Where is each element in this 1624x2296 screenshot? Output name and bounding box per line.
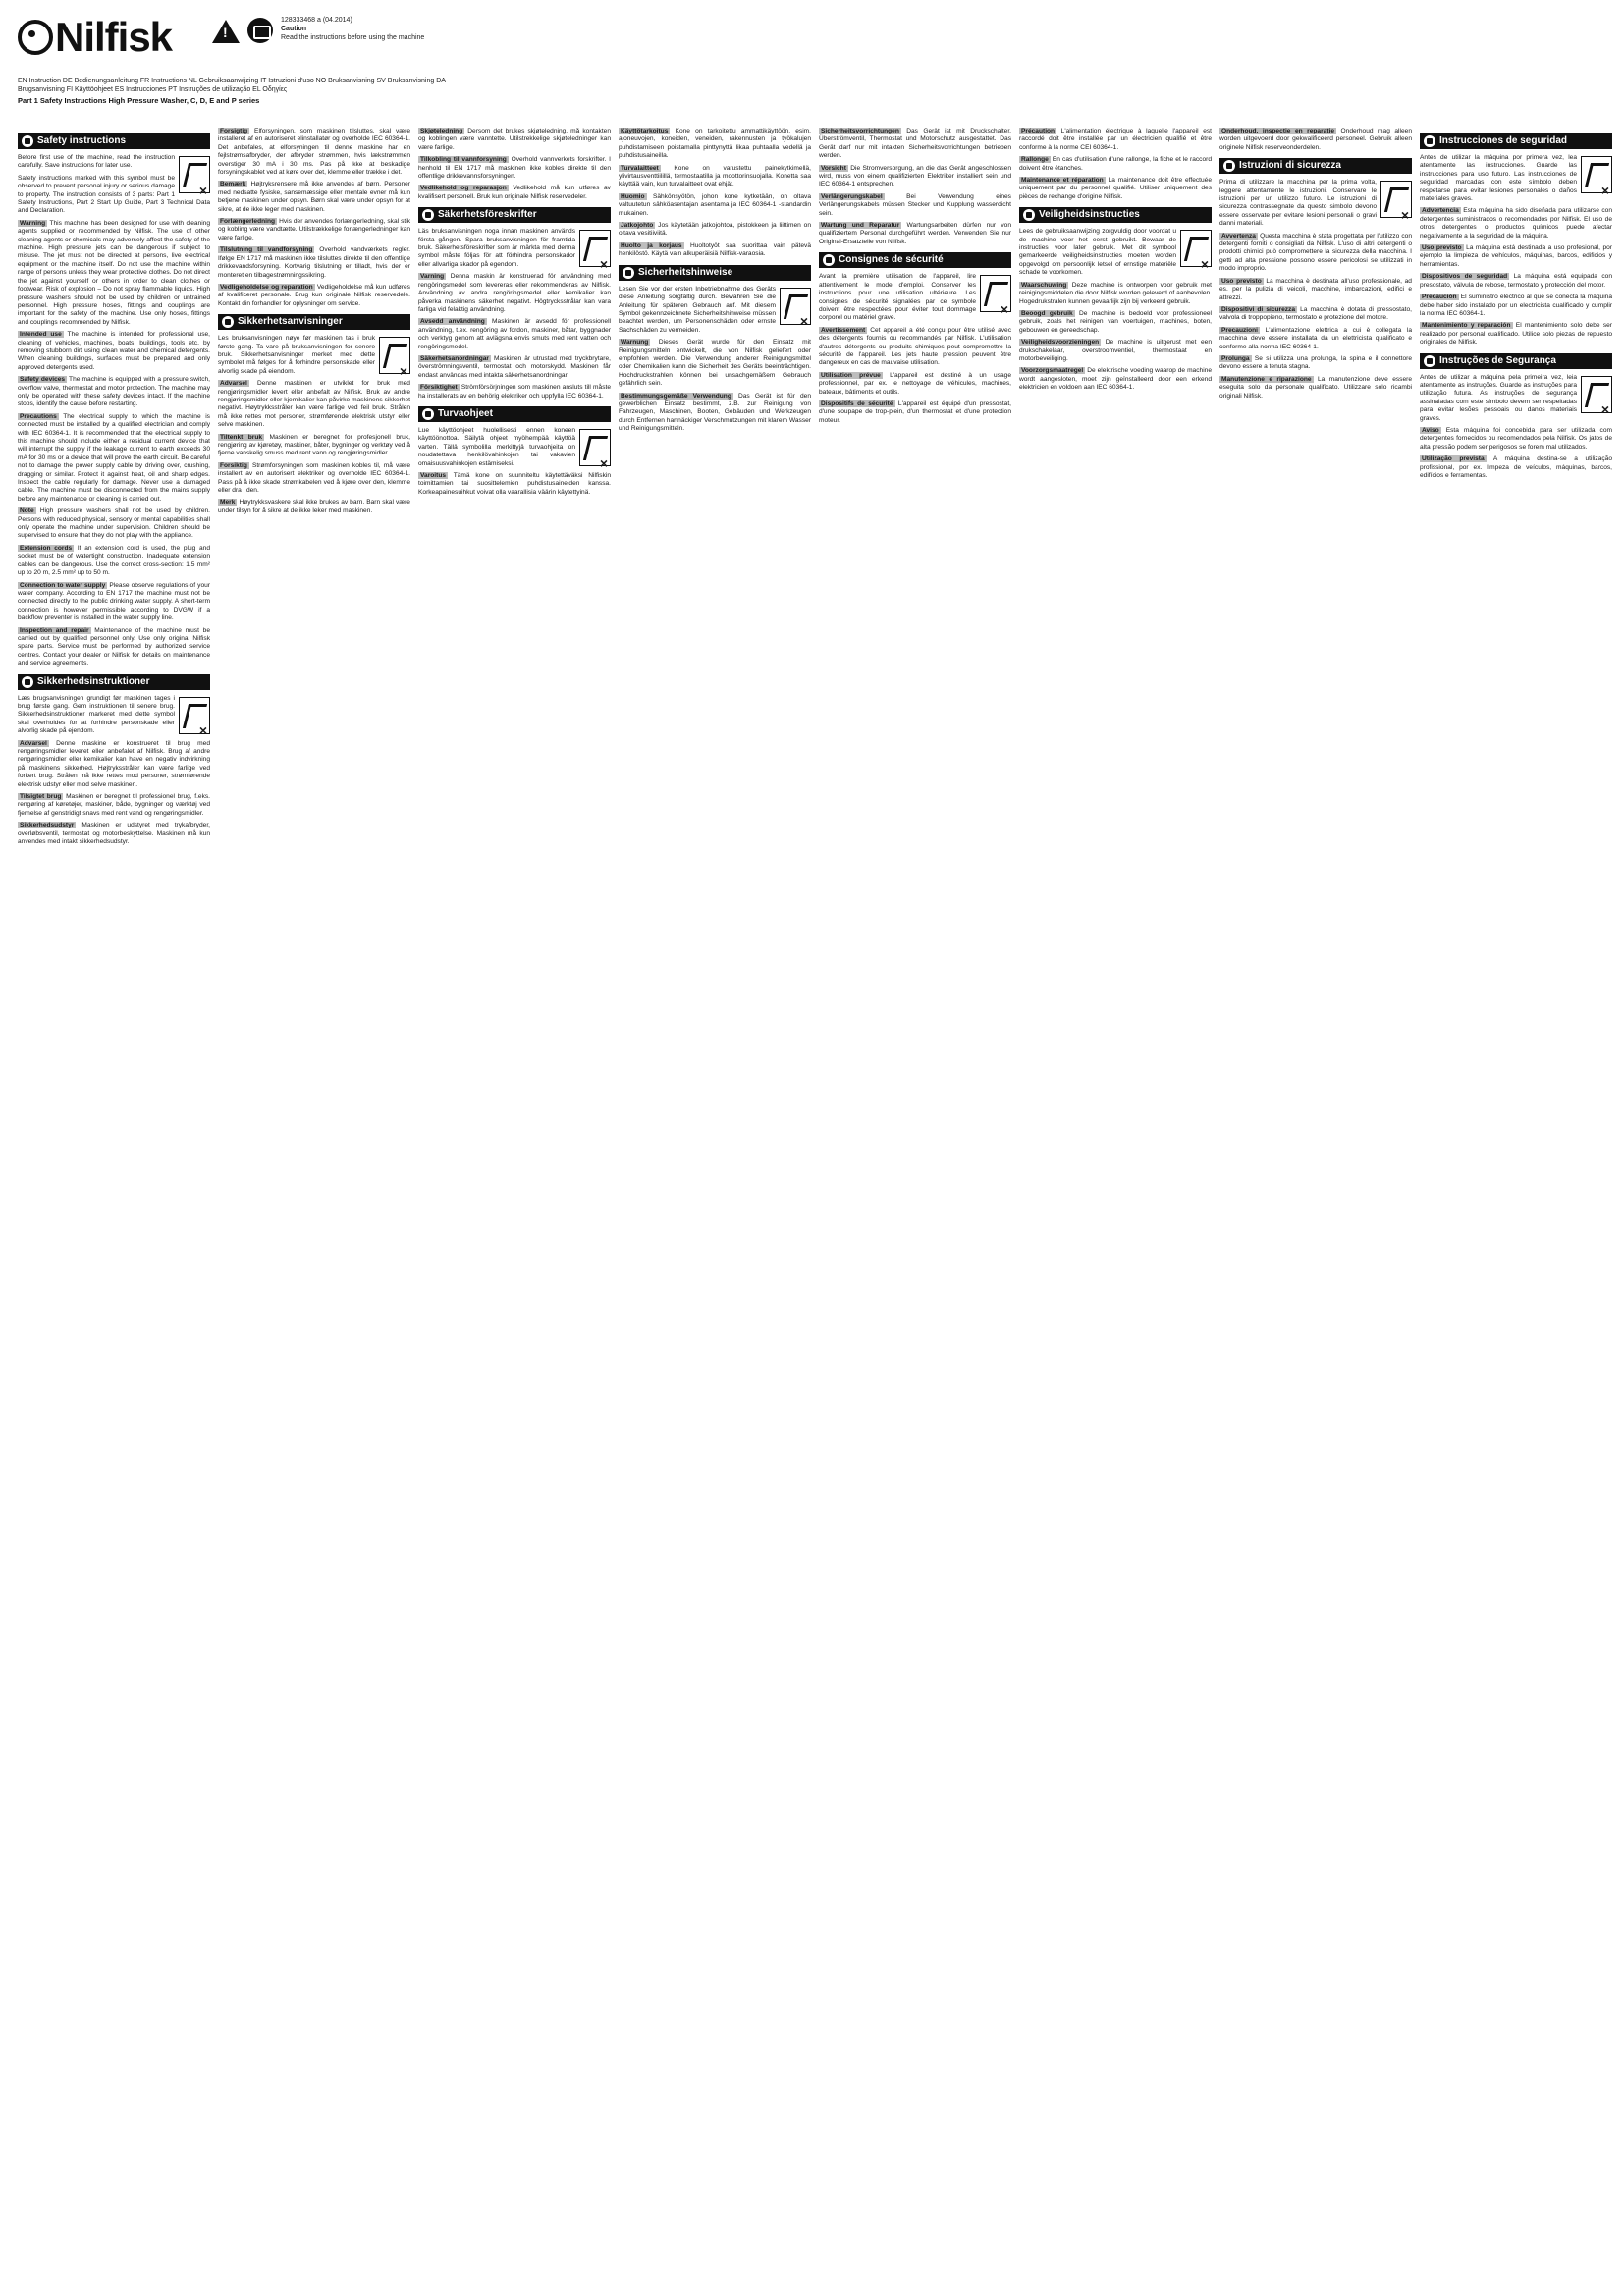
- language-list: EN Instruction DE Bedienungsanleitung FR Instructions NL Gebruiksaanwijzing IT Istruzioni d'uso NO Bruksanvisning SV Bruksanvisning DA Brugsanvisning FI Käyttöohjeet ES Instrucciones PT Instruções de utilização EL Οδηγίες: [18, 78, 446, 93]
- paragraph-text: Jos käytetään jatkojohtoa, pistokkeen ja liittimen on oltava vesitiiviitä.: [619, 222, 811, 238]
- paragraph-label: Mantenimiento y reparación: [1422, 322, 1511, 330]
- paragraph-text: Lue käyttöohjeet huolellisesti ennen koneen käyttöönottoa. Säilytä ohjeet myöhempää käyttöä varten. Tällä symbolilla merkittyjä turvaohjeita on noudatettava henkilövahinkojen tai vakavien omaisuusvahinkojen estämiseksi.: [418, 426, 575, 467]
- paragraph-text: La manutenzione deve essere eseguita solo da personale qualificato. Utilizzare solo ricambi originali Nilfisk.: [1219, 375, 1412, 400]
- section-heading-text: Consignes de sécurité: [839, 254, 944, 266]
- safety-info-icon: [422, 209, 434, 221]
- paragraph-text: Cet appareil a été conçu pour être utilisé avec des détergents fournis ou recommandés par Nilfisk. L'utilisation d'autres détergents ou produits chimiques peut compromettre la sécurité de l'appareil. Les jets haute pression peuvent être dangereux en cas de mauvaise utilisation.: [819, 326, 1011, 367]
- section-heading-text: Istruzioni di sicurezza: [1239, 160, 1341, 172]
- no-spray-pictogram-icon: [379, 337, 410, 374]
- paragraph-label: Skjøteledning: [420, 128, 463, 134]
- instruction-paragraph: [1219, 306, 1412, 323]
- safety-info-icon: [222, 316, 234, 328]
- instruction-paragraph: [418, 273, 611, 314]
- paragraph-text: L'appareil est équipé d'un pressostat, d'une soupape de trop-plein, d'un thermostat et d'une protection moteur.: [819, 400, 1011, 424]
- instruction-paragraph: [1219, 233, 1412, 274]
- paragraph-label: Merk: [220, 499, 236, 507]
- paragraph-label: Tilkobling til vannforsyning: [420, 156, 507, 164]
- instruction-paragraph: [1019, 367, 1212, 392]
- paragraph-text: La maintenance doit être effectuée uniquement par du personnel qualifié. Utiliser uniquement des pièces de rechange d'origine Nilfisk.: [1019, 177, 1212, 200]
- no-spray-pictogram-icon: [179, 697, 210, 734]
- paragraph-text: Before first use of the machine, read the instruction carefully. Save instructions for later use.: [18, 154, 175, 170]
- instruction-paragraph: [1420, 455, 1612, 480]
- section-heading-text: Sicherheitshinweise: [638, 266, 733, 278]
- paragraph-text: Avant la première utilisation de l'appareil, lire attentivement le mode d'emploi. Conserver les instructions pour une utilisation ultérieure. Les consignes de sécurité signalées par ce symbole doivent être respectées pour éviter tout dommage corporel ou matériel grave.: [819, 273, 976, 322]
- instruction-paragraph: [18, 331, 210, 372]
- paragraph-text: Tämä kone on suunniteltu käytettäväksi Nilfiskin toimittamien tai suosittelemien puhdistusaineiden kanssa. Korkeapainesuihkut voivat olla vaarallisia väärin käytettyinä.: [418, 472, 611, 496]
- instruction-paragraph: [218, 434, 410, 458]
- paragraph-label: Uso previsto: [1422, 244, 1462, 252]
- safety-info-icon: [623, 267, 634, 279]
- paragraph-label: Verlängerungskabel: [821, 192, 883, 200]
- paragraph-text: Maskinen er beregnet til professionel brug, f.eks. rengøring af køretøjer, maskiner, både, bygninger og værktøj ved fjernelse af genstridigt snavs med rent vand og rengøringsmidler.: [18, 793, 210, 817]
- paragraph-label: Advertencia: [1422, 207, 1459, 215]
- instruction-paragraph: [1019, 339, 1212, 363]
- text-column: [1019, 128, 1212, 2282]
- paragraph-label: Veiligheidsvoorzieningen: [1021, 339, 1100, 347]
- instruction-paragraph: [18, 582, 210, 623]
- paragraph-text: L'alimentation électrique à laquelle l'appareil est raccordé doit être installée par un électricien qualifié et être conforme à la norme CEI 60364-1.: [1019, 128, 1212, 151]
- paragraph-label: Advarsel: [220, 380, 247, 388]
- instruction-paragraph: [819, 222, 1011, 246]
- section-heading-text: Sikkerhetsanvisninger: [238, 316, 343, 328]
- instruction-paragraph: [819, 165, 1011, 189]
- paragraph-text: Denne maskine er konstrueret til brug med rengøringsmidler leveret eller anbefalet af Nilfisk. Brug af andre rengøringsmidler eller kemikalier kan have en negativ indvirkning på maskinens sikkerhed. Højtryksstråler kan være farlige ved forkert brug. Strålen må ikke rettes mod personer, strømførende elektrisk udstyr eller mod selve maskinen.: [18, 739, 210, 788]
- paragraph-text: Das Gerät ist für den gewerblichen Einsatz bestimmt, z.B. zur Reinigung von Fahrzeugen, Maschinen, Booten, Gebäuden und Werkzeugen durch Entfernen hartnäckiger Verschmutzungen mit klarem Wasser und Reinigungsmitteln.: [619, 392, 811, 433]
- instruction-paragraph: [218, 335, 410, 376]
- paragraph-label: Varoitus: [420, 472, 447, 479]
- paragraph-label: Manutenzione e riparazione: [1221, 375, 1312, 383]
- paragraph-text: Questa macchina è stata progettata per l'utilizzo con detergenti forniti o consigliati da Nilfisk. L'uso di altri detergenti o prodotti chimici può compromettere la sicurezza della macchina. I getti ad alta pressione possono essere pericolosi se utilizzati in modo improprio.: [1219, 232, 1412, 273]
- paragraph-text: The machine is equipped with a pressure switch, overflow valve, thermostat and motor protection. The machine may only be operated with these safety devices intact. If the machine stops, identify the cause before restarting.: [18, 376, 210, 408]
- paragraph-label: Maintenance et réparation: [1021, 177, 1104, 185]
- paragraph-text: Please observe regulations of your water company. According to EN 1717 the machine must not be connected directly to the public drinking water supply. A short-term connection is however permissible according to DVGW if a backflow preventer is installed in the water supply line.: [18, 581, 210, 622]
- instruction-paragraph: [18, 822, 210, 846]
- paragraph-text: This machine has been designed for use with cleaning agents supplied or recommended by Nilfisk. The use of other cleaning agents or chemicals may adversely affect the safety of the machine. High pressure jets can be dangerous if subject to misuse. The jet must not be directed at persons, live electrical equipment or the machine itself. Do not use the machine within range of persons unless they wear protective clothes. Do not direct the jet against yourself or others in order to clean clothes or footwear. Risk of explosion – Do not spray flammable liquids. High pressure washers should not be used by children or untrained personnel. High pressure hoses, fittings and couplings are important for the safety of the machine. Use only hoses, fittings and couplings recommended by Nilfisk.: [18, 219, 210, 326]
- paragraph-label: Dispositifs de sécurité: [821, 400, 893, 407]
- section-heading: [1219, 158, 1412, 174]
- paragraph-label: Safety devices: [20, 376, 66, 384]
- paragraph-label: Inspection and repair: [20, 626, 89, 634]
- instruction-paragraph: [18, 376, 210, 409]
- instruction-paragraph: [418, 185, 611, 201]
- safety-info-icon: [422, 408, 434, 420]
- section-heading-text: Turvaohjeet: [438, 407, 493, 419]
- paragraph-label: Precautions: [20, 412, 57, 420]
- header-meta: [281, 16, 448, 42]
- text-column: [418, 128, 611, 2282]
- paragraph-label: Utilisation prévue: [821, 371, 881, 379]
- paragraph-text: Die Stromversorgung, an die das Gerät angeschlossen wird, muss von einem qualifizierten Elektriker installiert sein und IEC 60364-1 entsprechen.: [819, 164, 1011, 188]
- paragraph-label: Säkerhetsanordningar: [420, 354, 489, 362]
- instruction-paragraph: [1420, 322, 1612, 347]
- paragraph-text: Strömförsörjningen som maskinen ansluts till måste ha installerats av en behörig elektriker och uppfylla IEC 60364-1.: [418, 384, 611, 400]
- paragraph-label: Varning: [420, 273, 445, 281]
- paragraph-label: Sikkerhedsudstyr: [20, 822, 75, 829]
- paragraph-text: If an extension cord is used, the plug and socket must be of watertight construction. Inadequate extension cables can be dangerous. Use the correct cross-section: 1.5 mm² up to 20 m, 2.5 mm² up to 50 m.: [18, 544, 210, 577]
- instruction-paragraph: [418, 318, 611, 351]
- instruction-paragraph: [1219, 376, 1412, 400]
- paragraph-label: Prolunga: [1221, 354, 1250, 362]
- paragraph-text: Hvis der anvendes forlængerledning, skal stik og kobling være vandtætte. Utilstrækkelige forlængerledninger kan være farlige.: [218, 218, 410, 241]
- no-spray-pictogram-icon: [1180, 230, 1212, 267]
- paragraph-text: Antes de utilizar a máquina pela primeira vez, leia atentamente as instruções. Guarde as instruções para utilização futura. As instruções de segurança assinaladas com este símbolo devem ser respeitadas para evitar lesões pessoais ou danos materiais graves.: [1420, 373, 1577, 422]
- instruction-paragraph: [1219, 179, 1412, 228]
- instruction-paragraph: [1019, 156, 1212, 173]
- safety-info-icon: [1424, 355, 1435, 367]
- paragraph-label: Dispositivos de seguridad: [1422, 273, 1508, 281]
- paragraph-label: Beoogd gebruik: [1021, 309, 1073, 317]
- instruction-paragraph: [418, 228, 611, 269]
- paragraph-label: Précaution: [1021, 128, 1056, 134]
- paragraph-text: Das Gerät ist mit Druckschalter, Überströmventil, Thermostat und Motorschutz ausgestattet. Das Gerät darf nur mit intakten Sicherheitsvorrichtungen betrieben werden.: [819, 128, 1011, 160]
- no-spray-pictogram-icon: [579, 230, 611, 267]
- paragraph-text: Dieses Gerät wurde für den Einsatz mit Reinigungsmitteln entwickelt, die von Nilfisk geliefert oder empfohlen werden. Die Verwendung anderer Reinigungsmittel oder Chemikalien kann die Sicherheit des Geräts beeinträchtigen. Hochdruckstrahlen können bei unsachgemäßem Gebrauch gefährlich sein.: [619, 339, 811, 388]
- paragraph-text: Sähkönsyötön, johon kone kytketään, on oltava valtuutetun sähköasentajan asentama ja IEC 60364-1 -standardin mukainen.: [619, 192, 811, 217]
- paragraph-text: Maintenance of the machine must be carried out by qualified personnel only. Use only original Nilfisk spare parts. Service must be performed by authorized service centres. Contact your dealer or Nilfisk for details on maintenance and service agreements.: [18, 626, 210, 667]
- paragraph-label: Sicherheitsvorrichtungen: [821, 128, 899, 134]
- instruction-paragraph: [418, 427, 611, 468]
- instruction-paragraph: [619, 393, 811, 434]
- paragraph-text: Dersom det brukes skjøteledning, må kontakten og koblingen være vanntette. Utilstrekkelige skjøteledninger kan være farlige.: [418, 128, 611, 151]
- section-heading-text: Veiligheidsinstructies: [1039, 209, 1140, 221]
- instruction-paragraph: [1019, 282, 1212, 306]
- instruction-paragraph: [819, 193, 1011, 218]
- paragraph-label: Advarsel: [20, 739, 47, 747]
- paragraph-label: Note: [20, 507, 34, 515]
- paragraph-text: The electrical supply to which the machine is connected must be installed by a qualified electrician and comply with IEC 60364-1. It is recommended that the electrical supply to this machine should include either a residual current device that will interrupt the supply if the leakage current to earth exceeds 30 mA for 30 ms or a device that will prove the earth circuit. Be careful not to damage the power supply cable by driving over, crushing, dragging or similar. Protect it against heat, oil and sharp edges. Inspect the cable regularly for damage. Never use a damaged cable. The machine must be disconnected from the mains supply before any maintenance or cleaning is carried out.: [18, 412, 210, 503]
- paragraph-text: El mantenimiento solo debe ser realizado por personal cualificado. Utilice solo piezas de repuesto originales de Nilfisk.: [1420, 322, 1612, 347]
- safety-info-icon: [1023, 209, 1035, 221]
- section-heading: [418, 207, 611, 223]
- paragraph-text: La máquina está equipada con presostato, válvula de rebose, termostato y protección del motor.: [1420, 273, 1612, 289]
- paragraph-text: Prima di utilizzare la macchina per la prima volta, leggere attentamente le istruzioni. Conservare le istruzioni per un utilizzo futuro. Le istruzioni di sicurezza contrassegnate da questo simbolo devono essere osservate per evitare lesioni personali o gravi danni materiali.: [1219, 179, 1377, 228]
- paragraph-label: Dispositivi di sicurezza: [1221, 305, 1296, 313]
- paragraph-text: Huoltotyöt saa suorittaa vain pätevä henkilöstö. Käytä vain alkuperäisiä Nilfisk-varaosia.: [619, 241, 811, 258]
- paragraph-label: Vorsicht: [821, 164, 846, 172]
- instruction-paragraph: [218, 462, 410, 496]
- paragraph-text: La macchina è destinata all'uso professionale, ad es. per la pulizia di veicoli, macchine, imbarcazioni, edifici e attrezzi.: [1219, 277, 1412, 301]
- paragraph-label: Waarschuwing: [1021, 281, 1067, 289]
- text-column: [218, 128, 410, 2282]
- safety-info-icon: [823, 254, 835, 266]
- paragraph-text: La máquina está destinada a uso profesional, por ejemplo la limpieza de vehículos, máquinas, barcos, edificios y herramientas.: [1420, 244, 1612, 268]
- instruction-paragraph: [1219, 278, 1412, 302]
- text-column: [819, 128, 1011, 2282]
- instruction-paragraph: [619, 165, 811, 189]
- paragraph-text: De machine is uitgerust met een drukschakelaar, overstroomventiel, thermostaat en motorbeveiliging.: [1019, 339, 1212, 362]
- instruction-paragraph: [418, 156, 611, 181]
- instruction-paragraph: [1420, 244, 1612, 269]
- paragraph-text: Deze machine is ontworpen voor gebruik met reinigingsmiddelen die door Nilfisk worden geleverd of aanbevolen. Hogedrukstralen kunnen gevaarlijk zijn bij verkeerd gebruik.: [1019, 281, 1212, 305]
- instruction-paragraph: [1219, 355, 1412, 372]
- no-spray-pictogram-icon: [1380, 181, 1412, 218]
- safety-info-icon: [1424, 135, 1435, 147]
- section-heading: [18, 674, 210, 690]
- paragraph-label: Aviso: [1422, 426, 1439, 434]
- instruction-paragraph: [18, 545, 210, 578]
- paragraph-text: Esta máquina foi concebida para ser utilizada com detergentes fornecidos ou recomendados pela Nilfisk. Os jatos de alta pressão podem ser perigosos se forem mal utilizados.: [1420, 426, 1612, 451]
- caution-label: Caution: [281, 26, 307, 32]
- section-heading: [619, 265, 811, 281]
- paragraph-text: A máquina destina-se a utilização profissional, por ex. limpeza de veículos, máquinas, barcos, edifícios e ferramentas.: [1420, 455, 1612, 479]
- paragraph-text: Strømforsyningen som maskinen kobles til, må være installert av en autorisert elektriker og overholde IEC 60364-1. Pass på å ikke skade strømkabelen ved å kjøre over den, klemme eller dra i den.: [218, 461, 410, 495]
- instruction-paragraph: [619, 128, 811, 161]
- paragraph-label: Huomio: [621, 192, 645, 200]
- paragraph-label: Voorzorgsmaatregel: [1021, 367, 1084, 375]
- paragraph-text: Elforsyningen, som maskinen tilsluttes, skal være installeret af en autoriseret elinstallatør og overholde IEC 60364-1. Det anbefales, at elforsyningen til denne maskine har en fejlstrømsafbryder, der afbryder strømmen, hvis lækstrømmen overstiger 30 mA i 30 ms. Pas på ikke at beskadige forsyningskablet ved at køre over det, klemme eller trække i det.: [218, 128, 410, 177]
- instruction-paragraph: [218, 181, 410, 214]
- paragraph-text: Läs bruksanvisningen noga innan maskinen används första gången. Spara bruksanvisningen för framtida bruk. Säkerhetsföreskrifter som är märkta med denna symbol måste följas för att förhindra personskador eller allvarliga skador på egendom.: [418, 228, 575, 268]
- instruction-paragraph: [18, 627, 210, 668]
- section-heading: [18, 133, 210, 149]
- paragraph-text: Onderhoud mag alleen worden uitgevoerd door gekwalificeerd personeel. Gebruik alleen originele Nilfisk reserveonderdelen.: [1219, 128, 1412, 151]
- paragraph-label: Avertissement: [821, 326, 866, 334]
- instruction-paragraph: [1420, 273, 1612, 290]
- safety-info-icon: [1223, 160, 1235, 172]
- paragraph-text: Denna maskin är konstruerad för användning med rengöringsmedel som levereras eller rekommenderas av Nilfisk. Användning av andra rengöringsmedel eller kemikalier kan påverka maskinens säkerhet negativt. Högtrycksstrålar kan vara farliga vid felaktig användning.: [418, 273, 611, 313]
- paragraph-text: En cas d'utilisation d'une rallonge, la fiche et le raccord doivent être étanches.: [1019, 156, 1212, 172]
- text-column: [18, 128, 210, 2282]
- paragraph-label: Connection to water supply: [20, 581, 106, 589]
- instruction-paragraph: [1420, 207, 1612, 240]
- instruction-paragraph: [1019, 228, 1212, 277]
- instruction-paragraph: [218, 128, 410, 177]
- paragraph-label: Forlængerledning: [220, 218, 276, 226]
- paragraph-text: Antes de utilizar la máquina por primera vez, lea atentamente las instrucciones. Guarde las instrucciones para uso futuro. Las instrucciones de seguridad marcadas con este símbolo deben respetarse para evitar lesiones personales o daños materiales graves.: [1420, 154, 1577, 203]
- no-spray-pictogram-icon: [1581, 156, 1612, 193]
- paragraph-label: Tilsigtet brug: [20, 793, 62, 801]
- instruction-paragraph: [619, 222, 811, 239]
- instruction-paragraph: [18, 740, 210, 789]
- paragraph-text: Esta máquina ha sido diseñada para utilizarse con detergentes suministrados o recomendados por Nilfisk. El uso de otros detergentes o productos químicos puede afectar negativamente a la seguridad de la máquina.: [1420, 207, 1612, 240]
- instruction-paragraph: [18, 793, 210, 818]
- paragraph-label: Forsiktig: [220, 461, 247, 469]
- instruction-paragraph: [819, 327, 1011, 368]
- brand-name: Nilfisk: [55, 14, 173, 60]
- paragraph-text: Maskinen er udstyret med trykafbryder, overløbsventil, termostat og motorbeskyttelse. Maskinen må kun anvendes med intakt sikkerhedsudstyr.: [18, 822, 210, 846]
- paragraph-text: L'appareil est destiné à un usage professionnel, par ex. le nettoyage de véhicules, machines, bateaux, bâtiments et outils.: [819, 371, 1011, 396]
- instruction-paragraph: [819, 400, 1011, 425]
- paragraph-label: Tiltenkt bruk: [220, 433, 263, 441]
- instruction-paragraph: [18, 154, 210, 171]
- instruction-paragraph: [819, 372, 1011, 397]
- paragraph-label: Käyttötarkoitus: [621, 128, 669, 134]
- paragraph-label: Avsedd användning: [420, 318, 485, 326]
- section-heading: [418, 406, 611, 422]
- paragraph-text: Maskinen er beregnet for profesjonell bruk, rengjøring av kjøretøy, maskiner, båter, bygninger og verktøy ved å fjerne vanskelig smuss med rent vann og rengjøringsmidler.: [218, 433, 410, 457]
- section-heading-text: Sikkerhedsinstruktioner: [37, 675, 150, 687]
- paragraph-text: Maskinen är avsedd för professionell användning, t.ex. rengöring av fordon, maskiner, båtar, byggnader och verktyg genom att avlägsna envis smuts med rent vatten och rengöringsmedel.: [418, 318, 611, 350]
- paragraph-label: Försiktighet: [420, 384, 458, 392]
- section-heading-text: Instruções de Segurança: [1439, 354, 1556, 366]
- no-spray-pictogram-icon: [980, 275, 1011, 312]
- read-manual-icon: [247, 18, 273, 43]
- paragraph-label: Warning: [20, 219, 46, 227]
- instruction-paragraph: [1420, 154, 1612, 203]
- instruction-paragraph: [418, 472, 611, 497]
- paragraph-text: Safety instructions marked with this symbol must be observed to prevent personal injury or serious damage to property. The instruction consists of 3 parts: Part 1 Safety Instructions, Part 2 Start Up Guide, Part 3 Technical Data and Declaration.: [18, 174, 210, 215]
- document-part-title: Part 1 Safety Instructions High Pressure Washer, C, D, E and P series: [18, 96, 260, 105]
- no-spray-pictogram-icon: [1581, 376, 1612, 413]
- paragraph-label: Utilização prevista: [1422, 455, 1485, 463]
- paragraph-text: Lees de gebruiksaanwijzing zorgvuldig door voordat u de machine voor het eerst gebruikt. Bewaar de instructies voor later gebruik. Met dit symbool gemarkeerde veiligheidsinstructies moeten worden opgevolgd om persoonlijk letsel of ernstige materiële schade te voorkomen.: [1019, 228, 1176, 277]
- instruction-paragraph: [1019, 177, 1212, 201]
- paragraph-label: Avvertenza: [1221, 232, 1256, 240]
- paragraph-text: Høytrykksvaskere skal ikke brukes av barn. Barn skal være under tilsyn for å sikre at de ikke leker med maskinen.: [218, 499, 410, 514]
- paragraph-label: Forsigtig: [220, 128, 248, 134]
- paragraph-text: Denne maskinen er utviklet for bruk med rengjøringsmidler levert eller anbefalt av Nilfisk. Bruk av andre rengjøringsmidler eller kjemikalier kan påvirke maskinens sikkerhet negativt. Høytrykksstråler kan være farlige ved feil bruk. Strålen må ikke rettes mot personer, strømførende elektrisk utstyr eller selve maskinen.: [218, 380, 410, 429]
- instruction-paragraph: [18, 220, 210, 327]
- section-heading: [1420, 133, 1612, 149]
- section-heading: [1019, 207, 1212, 223]
- instruction-paragraph: [218, 284, 410, 308]
- instruction-paragraph: [1420, 374, 1612, 423]
- paragraph-label: Wartung und Reparatur: [821, 222, 900, 230]
- instruction-paragraph: [1420, 427, 1612, 452]
- paragraph-label: Jatkojohto: [621, 222, 654, 230]
- instruction-paragraph: [619, 286, 811, 335]
- no-spray-pictogram-icon: [780, 288, 811, 325]
- paragraph-text: Kone on varustettu painekytkimellä, ylivirtausventtiilillä, termostaatilla ja moottorinsuojalla. Konetta saa käyttää vain, kun turvalaitteet ovat ehjät.: [619, 164, 811, 188]
- instruction-paragraph: [619, 193, 811, 218]
- paragraph-text: Læs brugsanvisningen grundigt før maskinen tages i brug første gang. Gem instruktionen til senere brug. Sikkerhedsinstruktioner markeret med dette symbol skal overholdes for at forhindre personskade eller alvorlig skade på ejendom.: [18, 694, 175, 735]
- paragraph-text: L'alimentazione elettrica a cui è collegata la macchina deve essere installata da un elettricista qualificato e conforme alla norma IEC 60364-1.: [1219, 326, 1412, 350]
- paragraph-text: Lesen Sie vor der ersten Inbetriebnahme des Geräts diese Anleitung sorgfältig durch. Bewahren Sie die Anleitung für späteren Gebrauch auf. Mit diesem Symbol gekennzeichnete Sicherheitshinweise müssen beachtet werden, um Personenschäden oder ernste Sachschäden zu vermeiden.: [619, 285, 776, 334]
- instruction-paragraph: [1019, 310, 1212, 335]
- instruction-paragraph: [619, 339, 811, 388]
- instruction-paragraph: [1219, 327, 1412, 351]
- instruction-paragraph: [218, 380, 410, 429]
- instruction-paragraph: [819, 128, 1011, 161]
- paragraph-text: Vedligeholdelse må kun udføres af kvalificeret personale. Brug kun originale Nilfisk reservedele. Kontakt din forhandler for oplysninger om service.: [218, 283, 410, 307]
- section-heading-text: Säkerhetsföreskrifter: [438, 209, 537, 221]
- document-header: [18, 14, 450, 130]
- instruction-paragraph: [819, 273, 1011, 322]
- text-column: [1219, 128, 1412, 2282]
- paragraph-label: Warnung: [621, 339, 649, 347]
- section-heading: [1420, 353, 1612, 369]
- paragraph-label: Bestimmungsgemäße Verwendung: [621, 392, 731, 400]
- paragraph-text: High pressure washers shall not be used by children. Persons with reduced physical, sensory or mental capabilities shall only operate the machine under supervision. Children should be supervised to ensure that they do not play with the appliance.: [18, 507, 210, 540]
- instruction-paragraph: [218, 218, 410, 242]
- safety-info-icon: [22, 135, 33, 147]
- paragraph-label: Turvalaitteet: [621, 164, 659, 172]
- paragraph-label: Tilslutning til vandforsyning: [220, 246, 313, 254]
- brand-logo: [18, 14, 172, 61]
- safety-info-icon: [22, 676, 33, 688]
- paragraph-text: Les bruksanvisningen nøye før maskinen tas i bruk første gang. Ta vare på bruksanvisningen for senere bruk. Sikkerhetsanvisninger merket med dette symbolet må følges for å forhindre personskade eller alvorlig skade på eiendom.: [218, 335, 375, 375]
- no-spray-pictogram-icon: [579, 429, 611, 466]
- paragraph-text: Overhold vandværkets regler. Ifølge EN 1717 må maskinen ikke tilsluttes direkte til den offentlige drikkevandsforsyning. Kortvarig tilslutning er tilladt, hvis der er monteret en tilbagestrømningssikring.: [218, 246, 410, 279]
- instruction-paragraph: [1219, 128, 1412, 152]
- paragraph-text: Kone on tarkoitettu ammattikäyttöön, esim. ajoneuvojen, koneiden, veneiden, rakennusten ja työkalujen puhdistamiseen poistamalla pinttynyttä likaa puhtaalla vedellä ja puhdistusaineilla.: [619, 128, 811, 160]
- warning-triangle-icon: [212, 20, 240, 43]
- no-spray-pictogram-icon: [179, 156, 210, 193]
- section-heading: [218, 314, 410, 330]
- document-code: 128333468 a (04.2014): [281, 17, 352, 24]
- paragraph-label: Huolto ja korjaus: [621, 241, 682, 249]
- instruction-paragraph: [1019, 128, 1212, 152]
- paragraph-label: Precaución: [1422, 294, 1457, 301]
- paragraph-text: Vedlikehold må kun utføres av kvalifisert personell. Bruk kun originale Nilfisk reservedeler.: [418, 185, 611, 200]
- instruction-paragraph: [218, 246, 410, 280]
- text-column: [1420, 128, 1612, 2282]
- paragraph-text: Se si utilizza una prolunga, la spina e il connettore devono essere a tenuta stagna.: [1219, 354, 1412, 371]
- paragraph-text: The machine is intended for professional use, cleaning of vehicles, machines, boats, buildings, tools etc. by removing stubborn dirt using clean water and chemical detergents. When cleaning buildings, surfaces must be prepared and only approved detergents used.: [18, 331, 210, 371]
- paragraph-label: Onderhoud, inspectie en reparatie: [1221, 128, 1335, 134]
- paragraph-label: Vedlikehold og reparasjon: [420, 185, 507, 192]
- paragraph-text: Højtryksrensere må ikke anvendes af børn. Personer med nedsatte fysiske, sansemæssige eller mentale evner må kun betjene maskinen under opsyn. Børn skal være under opsyn for at sikre, at de ikke leger med maskinen.: [218, 181, 410, 213]
- paragraph-label: Uso previsto: [1221, 277, 1262, 285]
- paragraph-label: Vedligeholdelse og reparation: [220, 283, 313, 291]
- paragraph-text: De machine is bedoeld voor professioneel gebruik, zoals het reinigen van voertuigen, machines, boten, gebouwen en gereedschap.: [1019, 309, 1212, 334]
- paragraph-text: Maskinen är utrustad med tryckbrytare, överströmningsventil, termostat och motorskydd. Maskinen får endast användas med intakta säkerhetsanordningar.: [418, 354, 611, 379]
- paragraph-text: De elektrische voeding waarop de machine wordt aangesloten, moet zijn geïnstalleerd door een erkend elektricien en voldoen aan IEC 60364-1.: [1019, 367, 1212, 392]
- paragraph-label: Intended use: [20, 331, 62, 339]
- paragraph-text: Wartungsarbeiten dürfen nur von qualifiziertem Personal durchgeführt werden. Verwenden Sie nur Original-Ersatzteile von Nilfisk.: [819, 222, 1011, 245]
- instruction-paragraph: [1420, 294, 1612, 318]
- section-heading-text: Safety instructions: [37, 135, 127, 146]
- paragraph-text: Bei Verwendung eines Verlängerungskabels müssen Stecker und Kupplung wasserdicht sein.: [819, 192, 1011, 217]
- paragraph-text: La macchina è dotata di pressostato, valvola di troppopieno, termostato e protezione del motore.: [1219, 305, 1412, 322]
- paragraph-label: Bemærk: [220, 181, 246, 188]
- paragraph-text: El suministro eléctrico al que se conecta la máquina debe haber sido instalado por un electricista cualificado y cumplir la norma IEC 60364-1.: [1420, 294, 1612, 317]
- section-heading: [819, 252, 1011, 268]
- paragraph-text: Overhold vannverkets forskrifter. I henhold til EN 1717 må maskinen ikke kobles direkte til den offentlige drikkevannsforsyningen.: [418, 156, 611, 181]
- section-heading-text: Instrucciones de seguridad: [1439, 135, 1568, 146]
- instruction-paragraph: [18, 695, 210, 736]
- instruction-paragraph: [18, 413, 210, 504]
- instruction-paragraph: [418, 128, 611, 152]
- instruction-paragraph: [218, 499, 410, 515]
- paragraph-label: Extension cords: [20, 544, 73, 552]
- instruction-paragraph: [18, 507, 210, 541]
- caution-text: Read the instructions before using the machine: [281, 34, 425, 41]
- instruction-paragraph: [418, 355, 611, 380]
- instruction-paragraph: [418, 384, 611, 400]
- instruction-paragraph: [619, 242, 811, 259]
- paragraph-label: Precauzioni: [1221, 326, 1259, 334]
- text-column: [619, 128, 811, 2282]
- brand-mark-icon: [18, 20, 53, 55]
- paragraph-label: Rallonge: [1021, 156, 1049, 164]
